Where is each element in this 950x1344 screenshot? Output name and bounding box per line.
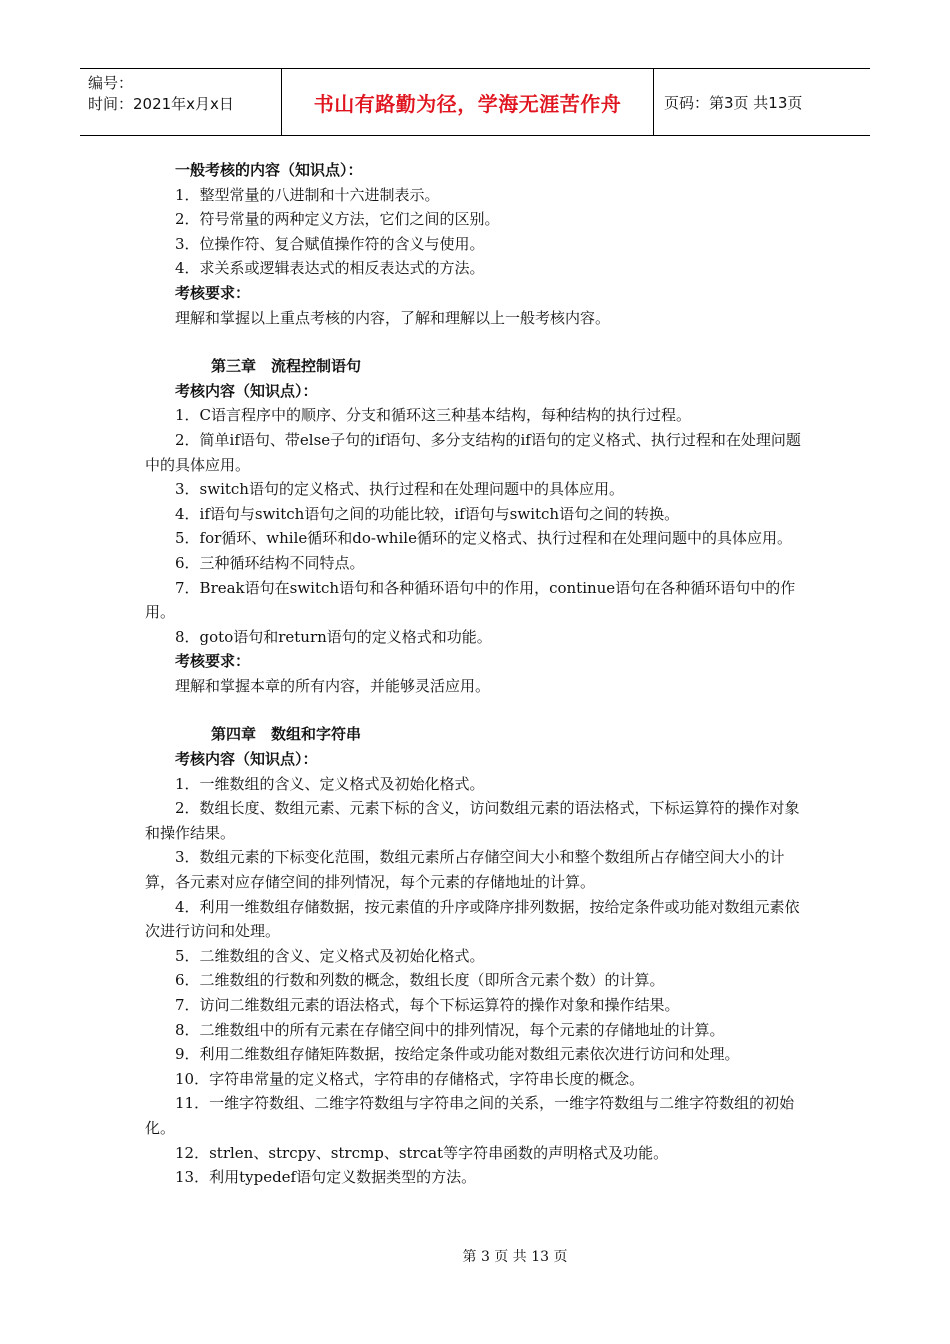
list-item: 3．数组元素的下标变化范围，数组元素所占存储空间大小和整个数组所占存储空间大小的计算，各元素对应存储空间的排列情况，每个元素的存储地址的计算。 bbox=[145, 848, 785, 892]
requirement-heading: 考核要求： bbox=[175, 652, 251, 671]
list-item: 8．goto语句和return语句的定义格式和功能。 bbox=[175, 627, 492, 646]
list-item: 8．二维数组中的所有元素在存储空间中的排列情况，每个元素的存储地址的计算。 bbox=[175, 1020, 725, 1039]
list-item: 3．switch语句的定义格式、执行过程和在处理问题中的具体应用。 bbox=[175, 480, 624, 499]
list-item: 12．strlen、strcpy、strcmp、strcat等字符串函数的声明格式及功能。 bbox=[175, 1143, 669, 1162]
list-item: 5．for循环、while循环和do-while循环的定义格式、执行过程和在处理问题中的具体应用。 bbox=[175, 529, 792, 548]
document-body bbox=[145, 158, 810, 1190]
chapter-title: 第三章 流程控制语句 bbox=[211, 357, 362, 376]
requirement-text: 理解和掌握以上重点考核的内容，了解和理解以上一般考核内容。 bbox=[175, 308, 611, 327]
list-item: 7．Break语句在switch语句和各种循环语句中的作用，continue语句在各种循环语句中的作用。 bbox=[145, 578, 796, 622]
list-item: 1．整型常量的八进制和十六进制表示。 bbox=[175, 185, 440, 204]
list-item: 4．利用一维数组存储数据，按元素值的升序或降序排列数据，按给定条件或功能对数组元素依次进行访问和处理。 bbox=[145, 897, 800, 941]
number-label: 编号： bbox=[88, 74, 134, 92]
time-label: 时间：2021年x月x日 bbox=[88, 95, 234, 113]
list-item: 5．二维数组的含义、定义格式及初始化格式。 bbox=[175, 946, 485, 965]
content-heading: 考核内容（知识点）： bbox=[175, 750, 318, 769]
page-header bbox=[80, 68, 870, 136]
general-heading: 一般考核的内容（知识点）： bbox=[175, 161, 363, 179]
list-item: 13．利用typedef语句定义数据类型的方法。 bbox=[175, 1168, 477, 1187]
list-item: 3．位操作符、复合赋值操作符的含义与使用。 bbox=[175, 234, 485, 253]
header-page-info: 页码：第3页 共13页 bbox=[664, 93, 803, 112]
page-footer: 第 3 页 共 13 页 bbox=[462, 1249, 568, 1265]
list-item: 2．数组长度、数组元素、元素下标的含义，访问数组元素的语法格式，下标运算符的操作对象和操作结果。 bbox=[145, 799, 800, 842]
list-item: 9．利用二维数组存储矩阵数据，按给定条件或功能对数组元素依次进行访问和处理。 bbox=[175, 1045, 740, 1064]
requirement-heading: 考核要求： bbox=[175, 283, 251, 302]
list-item: 1．一维数组的含义、定义格式及初始化格式。 bbox=[175, 774, 485, 793]
list-item: 6．三种循环结构不同特点。 bbox=[175, 553, 365, 572]
list-item: 4．if语句与switch语句之间的功能比较，if语句与switch语句之间的转换。 bbox=[175, 504, 680, 523]
list-item: 2．简单if语句、带else子句的if语句、多分支结构的if语句的定义格式、执行过程和在处理问题中的具体应用。 bbox=[145, 430, 801, 474]
list-item: 1．C语言程序中的顺序、分支和循环这三种基本结构，每种结构的执行过程。 bbox=[175, 406, 692, 425]
list-item: 2．符号常量的两种定义方法，它们之间的区别。 bbox=[175, 210, 500, 229]
list-item: 10．字符串常量的定义格式，字符串的存储格式，字符串长度的概念。 bbox=[175, 1069, 645, 1088]
list-item: 6．二维数组的行数和列数的概念，数组长度（即所含元素个数）的计算。 bbox=[175, 971, 665, 990]
list-item: 4．求关系或逻辑表达式的相反表达式的方法。 bbox=[175, 259, 485, 278]
requirement-text: 理解和掌握本章的所有内容，并能够灵活应用。 bbox=[175, 676, 491, 695]
header-motto: 书山有路勤为径，学海无涯苦作舟 bbox=[282, 69, 654, 135]
chapter-title: 第四章 数组和字符串 bbox=[211, 725, 362, 744]
list-item: 11．一维字符数组、二维字符数组与字符串之间的关系，一维字符数组与二维字符数组的初始化。 bbox=[145, 1094, 795, 1137]
list-item: 7．访问二维数组元素的语法格式，每个下标运算符的操作对象和操作结果。 bbox=[175, 996, 680, 1014]
content-heading: 考核内容（知识点）： bbox=[175, 381, 318, 400]
header-meta bbox=[80, 69, 282, 135]
